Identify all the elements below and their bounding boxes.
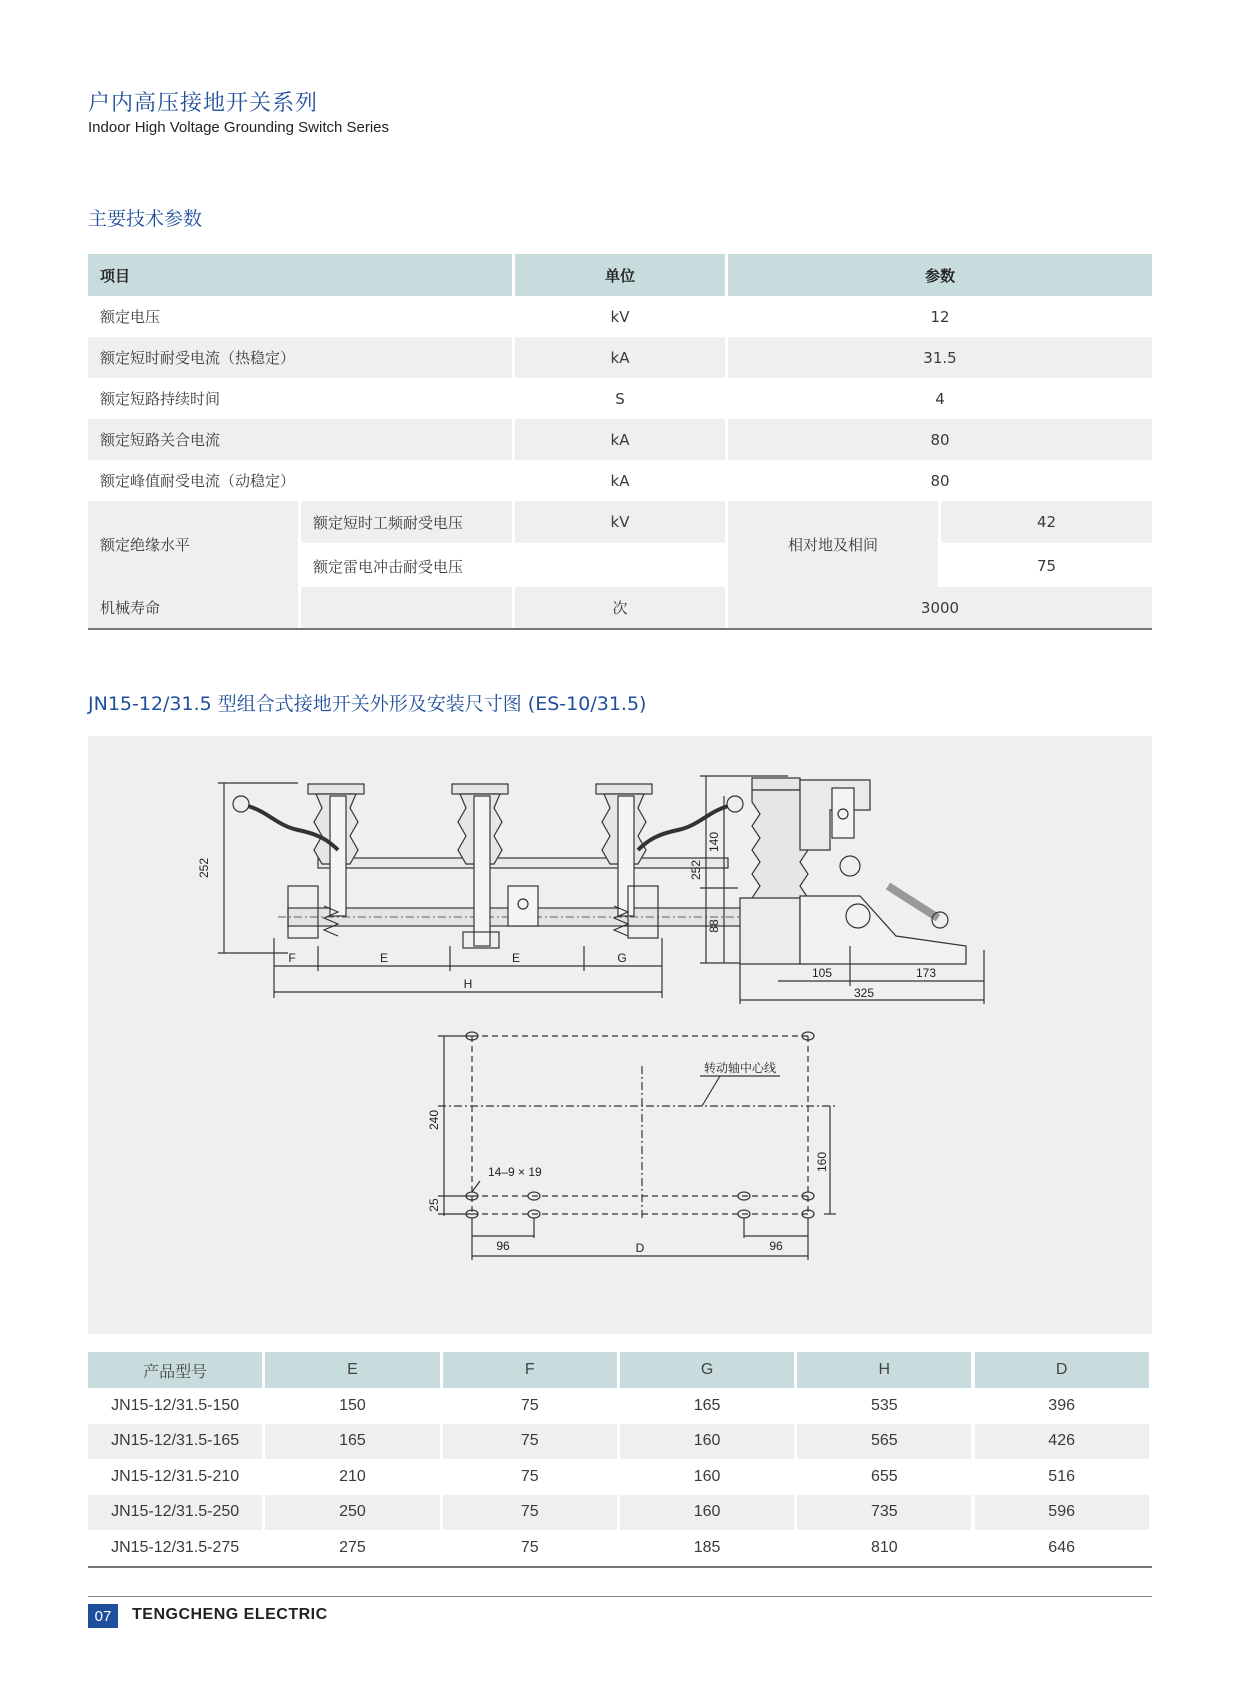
- spec-row-value: 4: [935, 389, 945, 408]
- insulation-scope: 相对地及相间: [728, 501, 938, 587]
- side-total-label: 325: [853, 986, 875, 1000]
- insulation-sub1: 额定短时工频耐受电压: [301, 501, 512, 543]
- dims-col-header: H: [797, 1352, 971, 1388]
- side-d2-label: 173: [915, 966, 937, 980]
- plan-96b-label: 96: [769, 1239, 783, 1253]
- dims-col-header: 产品型号: [88, 1352, 262, 1388]
- life-blank: [301, 587, 512, 628]
- front-g-label: G: [617, 951, 627, 965]
- dims-row-value: 160: [620, 1424, 794, 1460]
- dims-row-value: 165: [265, 1424, 439, 1460]
- plan-d-label: D: [635, 1241, 645, 1255]
- spec-row-unit: kA: [610, 471, 630, 490]
- dims-table: [88, 1352, 1152, 1568]
- dims-row-value: 160: [693, 1467, 721, 1485]
- dims-row-value: 150: [339, 1396, 366, 1414]
- plan-view: [438, 1032, 836, 1260]
- footer-rule: [88, 1596, 1152, 1597]
- drawing-labels: [197, 832, 936, 1255]
- spec-col-value: 参数: [728, 254, 1152, 296]
- brand-name: TENGCHENG ELECTRIC: [132, 1606, 328, 1623]
- front-h-label: H: [463, 977, 473, 991]
- side-d1-label: 105: [811, 966, 833, 980]
- drawing-panel: [88, 736, 1152, 1334]
- dims-row-value: 250: [265, 1495, 439, 1531]
- dims-row-value: 535: [870, 1396, 898, 1414]
- series-title-cn: 户内高压接地开关系列: [88, 91, 319, 116]
- dims-row-value: 735: [797, 1495, 971, 1531]
- life-value: 3000: [728, 587, 1152, 628]
- dims-row-value: 426: [975, 1424, 1149, 1460]
- hole-spec-label: 14–9 × 19: [488, 1165, 542, 1179]
- dims-row-value: 210: [339, 1467, 366, 1485]
- front-e1-label: E: [379, 951, 389, 965]
- dims-row-model: JN15-12/31.5-210: [111, 1467, 240, 1485]
- dims-row-value: 396: [1048, 1396, 1075, 1414]
- dims-row-model: JN15-12/31.5-275: [111, 1538, 240, 1556]
- front-e2-label: E: [511, 951, 521, 965]
- spec-row-item: 额定短时耐受电流（热稳定）: [88, 337, 512, 378]
- plan-96a-label: 96: [496, 1239, 510, 1253]
- spec-row-item: 额定电压: [100, 308, 161, 326]
- dims-table-bottom-rule: [88, 1566, 1152, 1568]
- dims-row-value: 75: [443, 1495, 617, 1531]
- drawing-section-title: JN15-12/31.5 型组合式接地开关外形及安装尺寸图 (ES-10/31.5): [88, 693, 647, 715]
- spec-row-item: 额定短路持续时间: [100, 390, 221, 408]
- side-view: [700, 776, 984, 1004]
- front-f-label: F: [288, 951, 296, 965]
- dims-row-model: JN15-12/31.5-250: [88, 1495, 262, 1531]
- series-title-en: Indoor High Voltage Grounding Switch Series: [88, 119, 390, 136]
- dims-row-value: 75: [443, 1424, 617, 1460]
- plan-25-label: 25: [427, 1198, 441, 1212]
- side-upper-label: 140: [707, 831, 721, 853]
- life-unit: 次: [515, 587, 725, 628]
- spec-row-value: 31.5: [728, 337, 1152, 378]
- dims-row-value: 75: [520, 1538, 539, 1556]
- insulation-unit: kV: [515, 501, 725, 543]
- dims-row-value: 516: [1048, 1467, 1075, 1485]
- front-height-label: 252: [197, 857, 211, 879]
- dims-row-value: 275: [339, 1538, 366, 1556]
- dims-row-value: 810: [870, 1538, 898, 1556]
- spec-row-unit: kA: [515, 337, 725, 378]
- spec-row-unit: kA: [515, 419, 725, 460]
- spec-col-item: 项目: [88, 254, 512, 296]
- insulation-unit-blank: [515, 545, 725, 587]
- life-item: 机械寿命: [88, 587, 298, 628]
- dims-row-value: 646: [1048, 1538, 1075, 1556]
- spec-table: [88, 254, 1152, 630]
- dims-row-model: JN15-12/31.5-165: [88, 1424, 262, 1460]
- dims-row-value: 565: [797, 1424, 971, 1460]
- insulation-value2: 75: [1036, 557, 1057, 575]
- dims-col-header: F: [443, 1352, 617, 1388]
- dims-col-header: G: [620, 1352, 794, 1388]
- insulation-item: 额定绝缘水平: [88, 501, 298, 587]
- dims-col-header: D: [975, 1352, 1149, 1388]
- insulation-value1: 42: [941, 501, 1152, 543]
- insulation-sub2: 额定雷电冲击耐受电压: [313, 557, 464, 576]
- dims-row-value: 75: [520, 1467, 539, 1485]
- spec-row-unit: kV: [610, 307, 630, 326]
- dims-col-header: E: [265, 1352, 439, 1388]
- spec-row-value: 80: [930, 471, 950, 490]
- dims-row-model: JN15-12/31.5-150: [111, 1396, 240, 1414]
- dims-row-value: 185: [693, 1538, 721, 1556]
- spec-row-value: 12: [930, 307, 950, 326]
- spec-row-unit: S: [615, 389, 625, 408]
- spec-table-bottom-rule: [88, 628, 1152, 630]
- front-view: [218, 783, 818, 998]
- dims-row-value: 165: [693, 1396, 721, 1414]
- plan-160-label: 160: [815, 1151, 829, 1173]
- dims-row-value: 75: [520, 1396, 539, 1414]
- dims-row-value: 160: [620, 1495, 794, 1531]
- spec-row-item: 额定峰值耐受电流（动稳定）: [100, 472, 296, 490]
- spec-section-title: 主要技术参数: [88, 208, 203, 230]
- side-lower-label: 88: [707, 919, 721, 933]
- plan-240-label: 240: [427, 1109, 441, 1131]
- dimension-drawing: [88, 736, 1152, 1334]
- dims-row-value: 655: [870, 1467, 898, 1485]
- side-height-label: 252: [689, 859, 703, 881]
- dims-row-value: 596: [975, 1495, 1149, 1531]
- spec-col-unit: 单位: [515, 254, 725, 296]
- spec-row-item: 额定短路关合电流: [88, 419, 512, 460]
- axis-centerline-label: 转动轴中心线: [703, 1061, 777, 1075]
- page-number: 07: [88, 1604, 118, 1628]
- spec-row-value: 80: [728, 419, 1152, 460]
